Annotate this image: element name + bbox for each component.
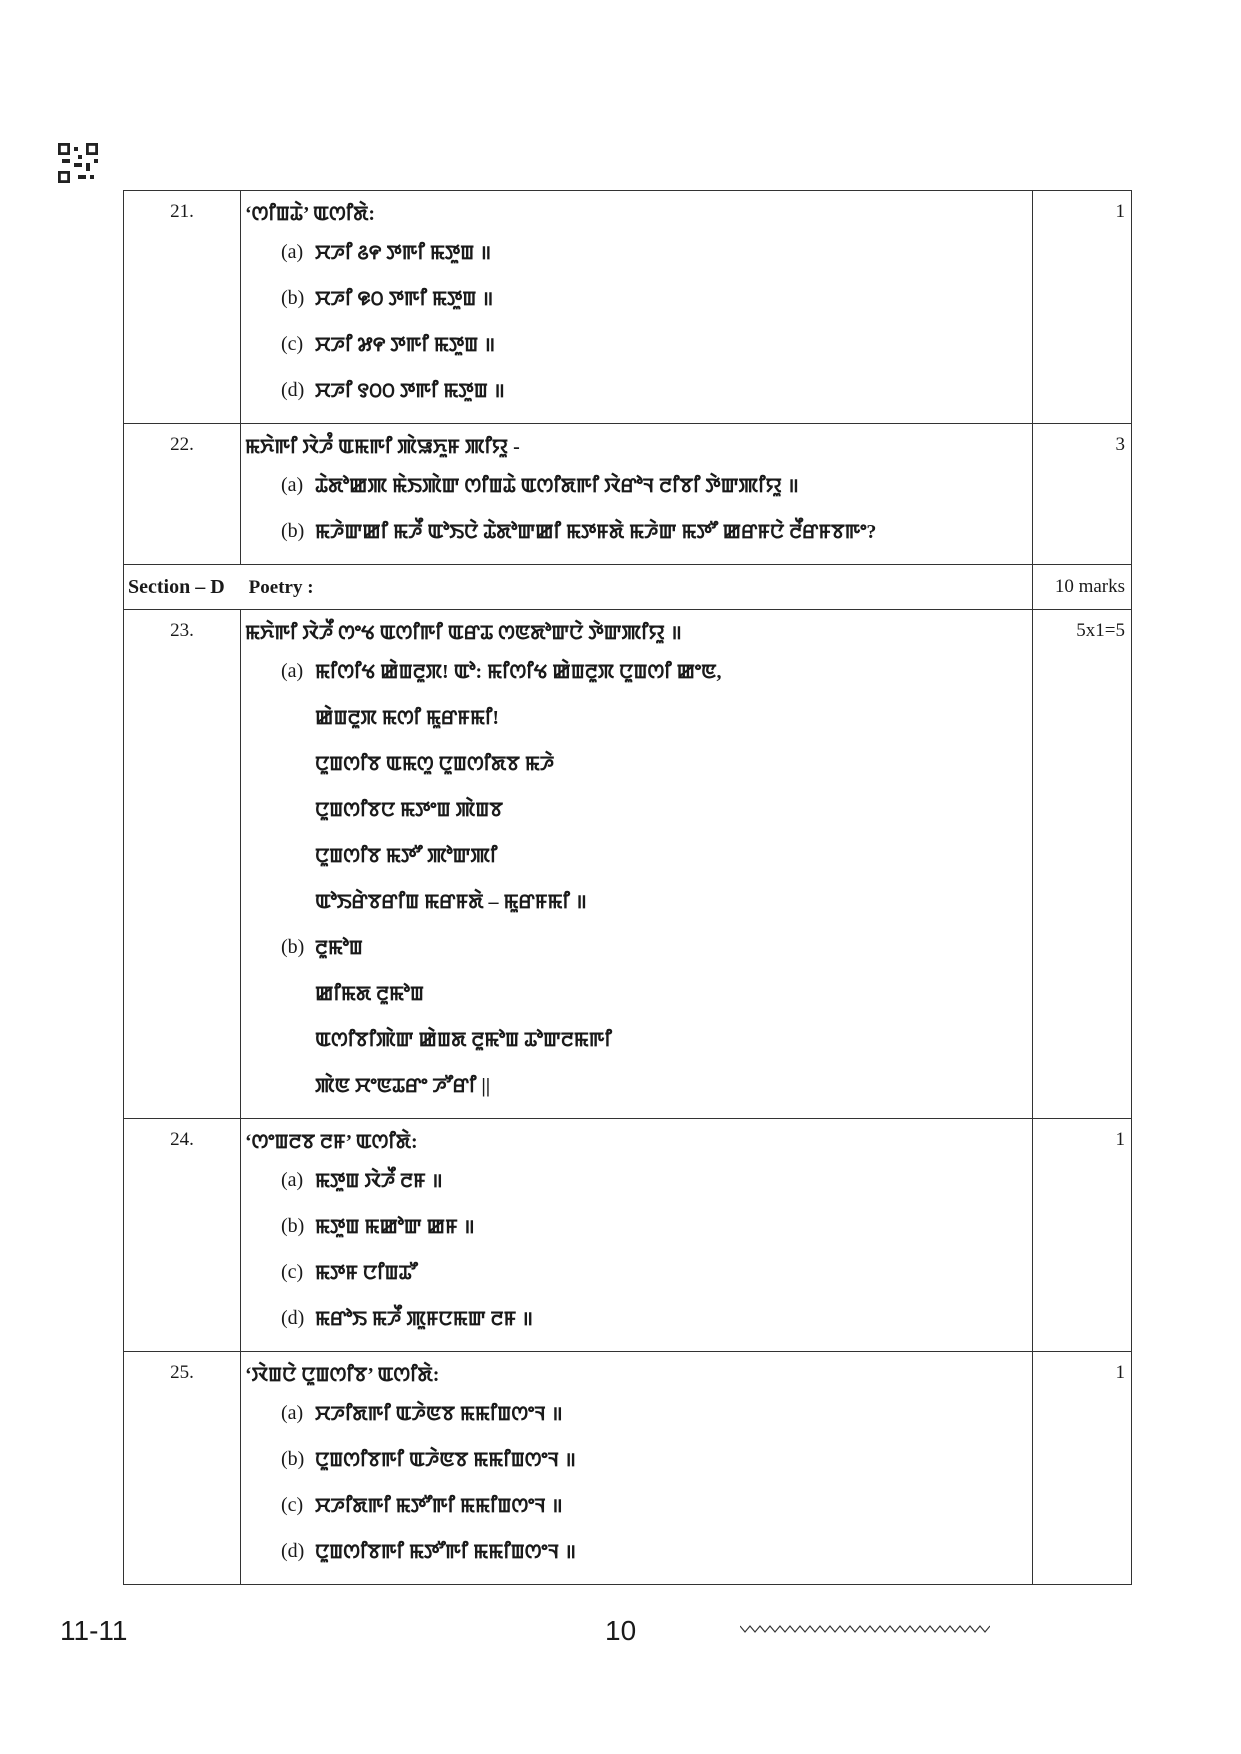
poem-line: ꯅꯨꯡꯁꯤꯕ ꯃꯇꯧ ꯄꯣꯛꯄꯤ xyxy=(315,844,498,867)
option-label: (c) xyxy=(281,1493,304,1516)
option-label: (d) xyxy=(281,378,305,401)
question-stem: ‘ꯁꯤꯡꯊꯥ’ ꯑꯁꯤꯗꯥ: xyxy=(245,203,376,225)
part-label: (b) xyxy=(281,935,305,958)
paper-code: 11-11 xyxy=(60,1615,128,1646)
option-label: (b) xyxy=(281,1447,305,1470)
option xyxy=(245,1157,1032,1203)
question-number: 22. xyxy=(124,424,241,565)
question-row xyxy=(124,610,1132,1119)
option-text: ꯅꯨꯡꯁꯤꯕꯒꯤ ꯑꯍꯥꯟꯕ ꯃꯃꯤꯡꯁꯦꯜ ॥ xyxy=(315,1449,577,1471)
option-text: ꯃꯔꯣꯏ ꯃꯍꯩ ꯄꯨꯝꯅꯃꯛ ꯂꯝ ॥ xyxy=(315,1308,534,1330)
question-marks: 3 xyxy=(1033,424,1132,565)
option xyxy=(245,229,1032,275)
section-subtitle: Poetry : xyxy=(248,576,314,598)
poem-line: ꯄꯥꯟ ꯆꯦꯟꯊꯔꯦ ꯍꯧꯔꯤ || xyxy=(315,1074,491,1097)
option xyxy=(245,1482,1032,1528)
question-row xyxy=(124,1352,1132,1585)
option xyxy=(245,1203,1032,1249)
section-header xyxy=(124,565,1033,610)
page-number: 10 xyxy=(605,1615,637,1646)
section-header-row xyxy=(124,565,1132,610)
option-label: (d) xyxy=(281,1539,305,1562)
wavy-line-decoration xyxy=(740,1622,990,1636)
subpart-label: (b) xyxy=(281,519,305,542)
option-text: ꯆꯍꯤ ꯱꯰꯰ ꯇꯒꯤ ꯃꯇꯨꯡ ॥ xyxy=(315,380,505,402)
option-text: ꯆꯍꯤꯗꯒꯤ ꯑꯍꯥꯟꯕ ꯃꯃꯤꯡꯁꯦꯜ ॥ xyxy=(315,1403,563,1425)
option xyxy=(245,275,1032,321)
poem-line: ꯂꯨꯃꯣꯡ xyxy=(315,936,363,959)
question-stem: ‘ꯁꯦꯡꯂꯕ ꯂꯝ’ ꯑꯁꯤꯗꯥ: xyxy=(245,1131,418,1153)
question-body xyxy=(241,424,1033,565)
question-body xyxy=(241,191,1033,424)
question-row xyxy=(124,1119,1132,1352)
section-marks: 10 marks xyxy=(1033,565,1132,610)
question-row xyxy=(124,424,1132,565)
question-number: 23. xyxy=(124,610,241,1119)
option-label: (c) xyxy=(281,1260,304,1283)
poem-line: ꯑꯣꯏꯔꯥꯕꯔꯤꯡ ꯃꯔꯝꯗꯥ – ꯃꯨꯔꯝꯃꯤ ॥ xyxy=(315,891,587,913)
option xyxy=(245,1528,1032,1574)
option-label: (a) xyxy=(281,240,304,263)
question-table xyxy=(123,190,1132,1585)
question-row xyxy=(124,191,1132,424)
question-number: 24. xyxy=(124,1119,241,1352)
option-text: ꯆꯍꯤ ꯴꯵ ꯇꯒꯤ ꯃꯇꯨꯡ ॥ xyxy=(315,242,492,264)
option-label: (d) xyxy=(281,1306,305,1329)
option-text: ꯅꯨꯡꯁꯤꯕꯒꯤ ꯃꯇꯧꯒꯤ ꯃꯃꯤꯡꯁꯦꯜ ॥ xyxy=(315,1541,577,1563)
question-marks: 5x1=5 xyxy=(1033,610,1132,1119)
question-sheet xyxy=(123,190,1131,1585)
option-label: (c) xyxy=(281,332,304,355)
section-title: Section – D xyxy=(128,575,225,598)
question-number: 25. xyxy=(124,1352,241,1585)
question-number: 21. xyxy=(124,191,241,424)
option-label: (b) xyxy=(281,1214,305,1237)
option-label: (a) xyxy=(281,1401,304,1424)
option-text: ꯃꯇꯨꯡ ꯋꯥꯍꯩ ꯂꯝ ॥ xyxy=(315,1170,443,1192)
poem-line: ꯅꯨꯡꯁꯤꯕꯅ ꯃꯇꯦꯡ ꯄꯥꯡꯕ xyxy=(315,798,503,821)
option-label: (a) xyxy=(281,1168,304,1191)
poem-line: ꯀꯤꯃꯗ ꯂꯨꯃꯣꯡ xyxy=(315,982,424,1005)
poem-part-a xyxy=(245,648,1032,694)
subpart xyxy=(245,462,1032,508)
poem-line: ꯀꯥꯡꯂꯨꯞ ꯃꯁꯤ ꯃꯨꯔꯝꯃꯤ! xyxy=(315,706,500,729)
option-text: ꯃꯇꯝ ꯅꯤꯡꯊꯧ xyxy=(315,1261,418,1284)
question-marks: 1 xyxy=(1033,1352,1132,1585)
option xyxy=(245,1436,1032,1482)
qr-code-icon xyxy=(58,143,98,183)
question-body xyxy=(241,610,1033,1119)
question-body xyxy=(241,1352,1033,1585)
option-text: ꯆꯍꯤ ꯶꯰ ꯇꯒꯤ ꯃꯇꯨꯡ ॥ xyxy=(315,288,494,310)
subpart-text: ꯊꯥꯗꯣꯀꯄ ꯃꯥꯏꯄꯥꯛ ꯁꯤꯡꯊꯥ ꯑꯁꯤꯗꯒꯤ ꯋꯥꯔꯣꯜ ꯂꯤꯕꯤ ꯇꯥꯛꯄꯤꯌꯨ ॥ xyxy=(315,475,799,497)
option xyxy=(245,367,1032,413)
question-marks: 1 xyxy=(1033,1119,1132,1352)
question-stem: ꯃꯈꯥꯒꯤ ꯋꯥꯍꯩ ꯁꯦꯠ ꯑꯁꯤꯒꯤ ꯑꯔꯊ ꯁꯟꯗꯣꯛꯅꯥ ꯇꯥꯛꯄꯤꯌꯨ ॥ xyxy=(245,622,682,644)
subpart-label: (a) xyxy=(281,473,304,496)
question-stem: ꯃꯈꯥꯒꯤ ꯋꯥꯍꯪ ꯑꯃꯒꯤ ꯄꯥꯎꯈꯨꯝ ꯄꯤꯌꯨ - xyxy=(245,436,520,458)
option-label: (b) xyxy=(281,286,305,309)
option xyxy=(245,1249,1032,1295)
poem-line: ꯃꯤꯁꯤꯠ ꯀꯥꯡꯂꯨꯞ! ꯑꯣ: ꯃꯤꯁꯤꯠ ꯀꯥꯡꯂꯨꯞ ꯅꯨꯡꯁꯤ ꯀꯦꯟ, xyxy=(315,660,722,683)
poem-line: ꯅꯨꯡꯁꯤꯕ ꯑꯃꯁꯨ ꯅꯨꯡꯁꯤꯗꯕ ꯃꯍꯥ xyxy=(315,752,555,775)
option-text: ꯆꯍꯤꯗꯒꯤ ꯃꯇꯧꯒꯤ ꯃꯃꯤꯡꯁꯦꯜ ॥ xyxy=(315,1495,563,1517)
question-marks: 1 xyxy=(1033,191,1132,424)
option xyxy=(245,1390,1032,1436)
option xyxy=(245,321,1032,367)
question-body xyxy=(241,1119,1033,1352)
option xyxy=(245,1295,1032,1341)
subpart-text: ꯃꯍꯥꯛꯀꯤ ꯃꯍꯩ ꯑꯣꯏꯅꯥ ꯊꯥꯗꯣꯛꯀꯤ ꯃꯇꯝꯗꯥ ꯃꯍꯥꯛ ꯃꯇꯧ ꯀꯔꯝꯅꯥ ꯂꯩꯔꯝꯕꯒꯦ? xyxy=(315,520,877,543)
part-label: (a) xyxy=(281,659,304,682)
poem-line: ꯑꯁꯤꯕꯤꯄꯥꯛ ꯀꯥꯡꯗ ꯂꯨꯃꯣꯡ ꯊꯣꯛꯂꯃꯒꯤ xyxy=(315,1028,612,1051)
subpart xyxy=(245,508,1032,554)
question-stem: ‘ꯋꯥꯡꯅꯥ ꯅꯨꯡꯁꯤꯕ’ ꯑꯁꯤꯗꯥ: xyxy=(245,1364,440,1386)
option-text: ꯆꯍꯤ ꯷꯵ ꯇꯒꯤ ꯃꯇꯨꯡ ॥ xyxy=(315,334,496,356)
poem-part-b xyxy=(245,924,1032,970)
option-text: ꯃꯇꯨꯡ ꯃꯀꯣꯛ ꯀꯝ ॥ xyxy=(315,1216,475,1238)
